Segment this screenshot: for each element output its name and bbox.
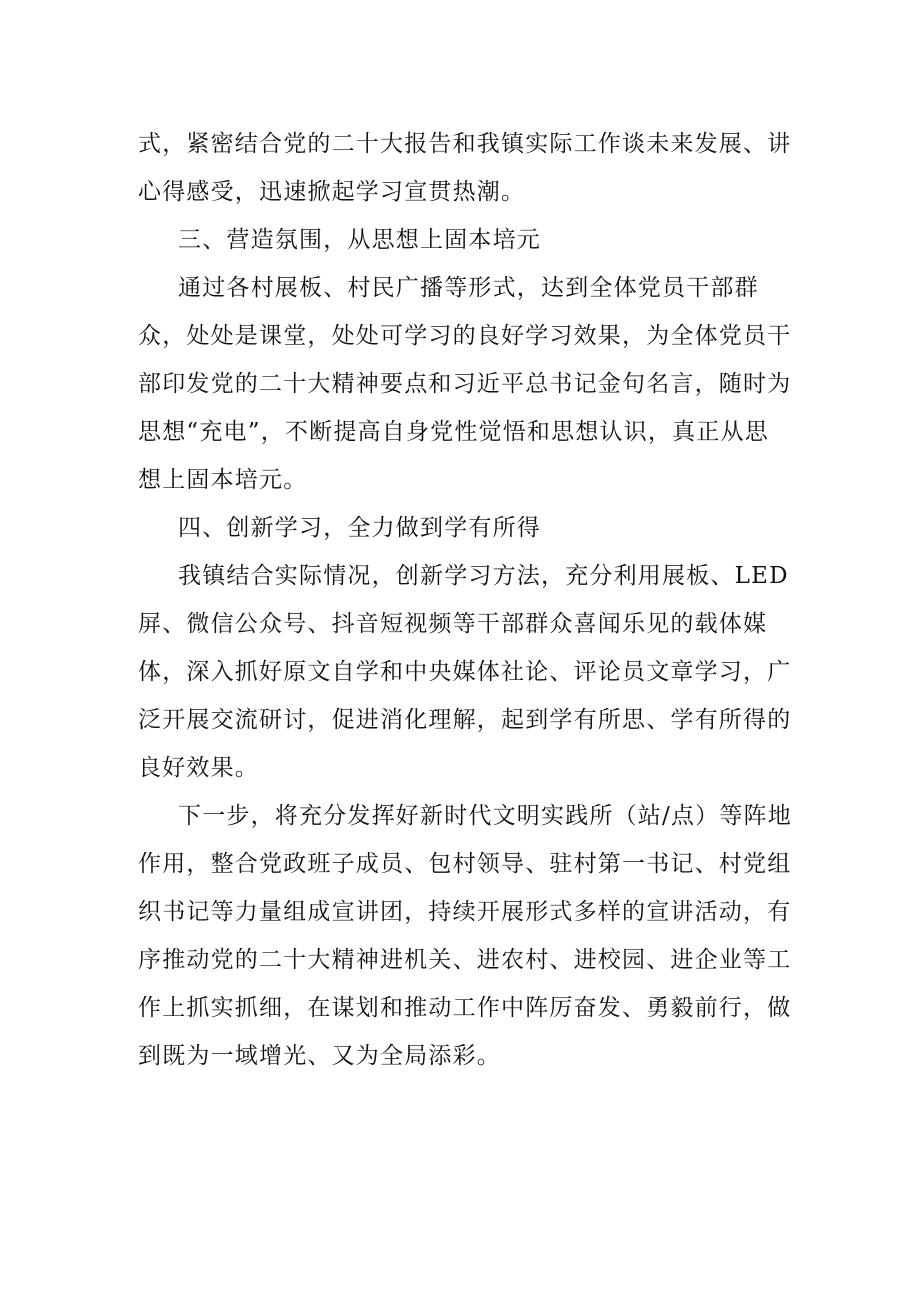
- section-heading-3: 三、营造氛围，从思想上固本培元: [178, 227, 541, 253]
- text-line: 序推动党的二十大精神进机关、进农村、进校园、进企业等工: [138, 947, 792, 973]
- text-line: 通过各村展板、村民广播等形式，达到全体党员干部群: [178, 275, 759, 301]
- text-line: 众，处处是课堂，处处可学习的良好学习效果，为全体党员干: [138, 323, 792, 349]
- text-line: 作用，整合党政班子成员、包村领导、驻村第一书记、村党组: [138, 851, 792, 877]
- section-heading-4: 四、创新学习，全力做到学有所得: [178, 515, 541, 541]
- text-line: 良好效果。: [138, 755, 259, 781]
- continuation-paragraph: [138, 120, 792, 216]
- text-line: 体，深入抓好原文自学和中央媒体社论、评论员文章学习，广: [138, 659, 792, 685]
- text-line: 思想“充电”，不断提高自身党性觉悟和思想认识，真正从思: [138, 419, 769, 445]
- next-step-paragraph: [138, 792, 792, 1080]
- text-line: 泛开展交流研讨，促进消化理解，起到学有所思、学有所得的: [138, 707, 792, 733]
- text-line: 部印发党的二十大精神要点和习近平总书记金句名言，随时为: [138, 371, 792, 397]
- text-line: 织书记等力量组成宣讲团，持续开展形式多样的宣讲活动，有: [138, 899, 792, 925]
- text-line: 下一步，将充分发挥好新时代文明实践所（站/点）等阵地: [178, 803, 792, 829]
- text-line: 我镇结合实际情况，创新学习方法，充分利用展板、LED: [178, 563, 789, 589]
- section-3-paragraph: [138, 264, 792, 504]
- text-line: 作上抓实抓细，在谋划和推动工作中阵厉奋发、勇毅前行，做: [138, 995, 792, 1021]
- text-line: 式，紧密结合党的二十大报告和我镇实际工作谈未来发展、讲: [138, 131, 792, 157]
- document-body: [138, 120, 792, 1080]
- section-4-paragraph: [138, 552, 792, 792]
- text-line: 想上固本培元。: [138, 467, 308, 493]
- text-line: 屏、微信公众号、抖音短视频等干部群众喜闻乐见的载体媒: [138, 611, 768, 637]
- text-line: 心得感受，迅速掀起学习宣贯热潮。: [138, 179, 526, 205]
- text-line: 到既为一域增光、又为全局添彩。: [138, 1043, 501, 1069]
